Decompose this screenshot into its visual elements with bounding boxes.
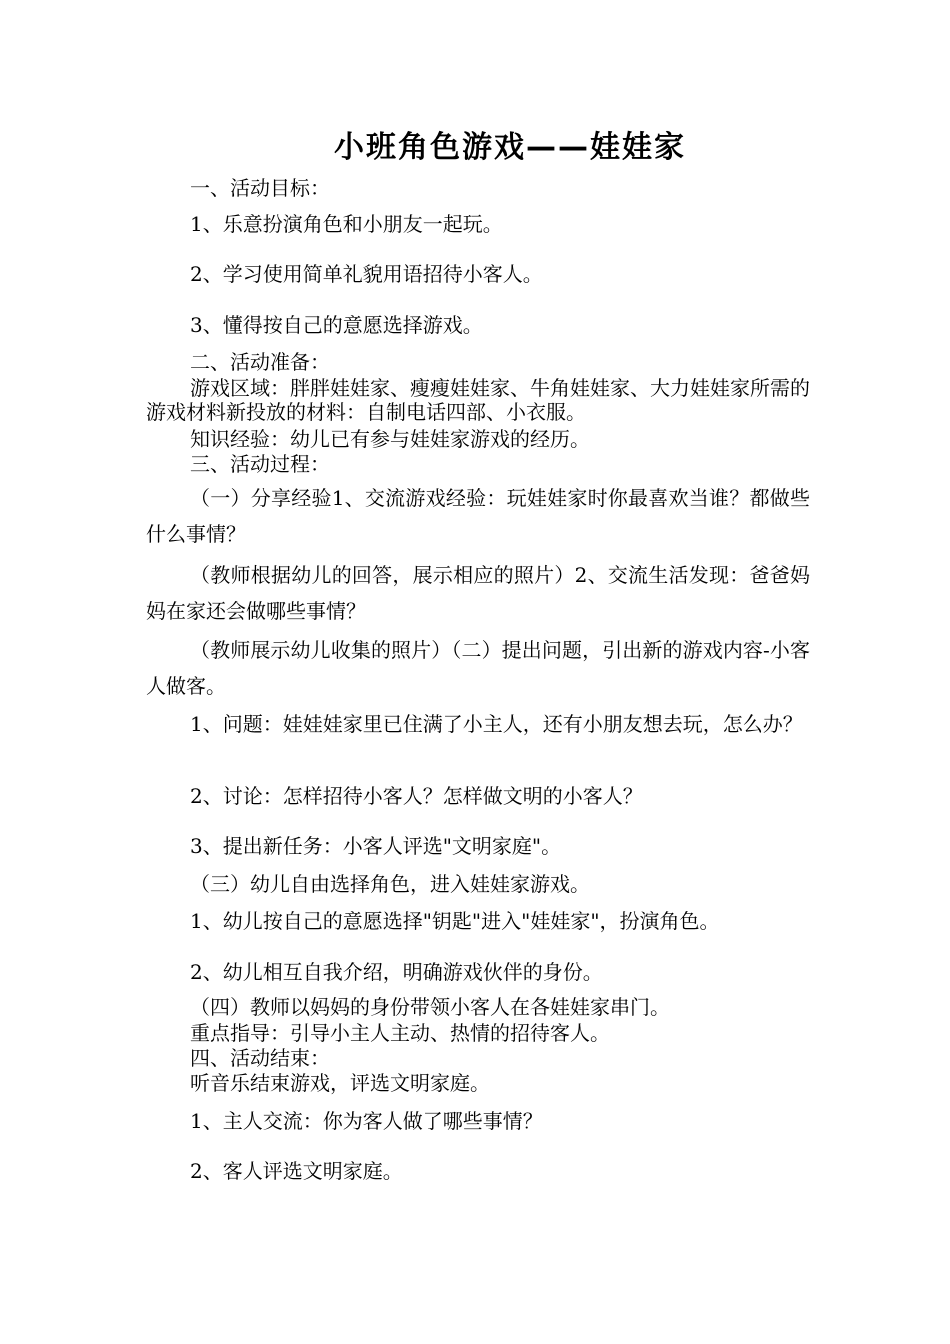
process-key-guidance: 重点指导：引导小主人主动、热情的招待客人。 xyxy=(190,1021,610,1045)
goal-item-2: 2、学习使用简单礼貌用语招待小客人。 xyxy=(190,262,543,286)
section-heading-preparation: 二、活动准备： xyxy=(190,350,330,374)
page-title: 小班角色游戏——娃娃家 xyxy=(334,130,686,165)
section-heading-end: 四、活动结束： xyxy=(190,1046,330,1070)
process-item-discussion: 2、讨论：怎样招待小客人？怎样做文明的小客人？ xyxy=(190,784,643,808)
goal-item-1: 1、乐意扮演角色和小朋友一起玩。 xyxy=(190,212,503,236)
end-item-music: 听音乐结束游戏，评选文明家庭。 xyxy=(190,1071,490,1095)
section-heading-process: 三、活动过程： xyxy=(190,452,330,476)
preparation-area-paragraph: 游戏区域：胖胖娃娃家、瘦瘦娃娃家、牛角娃娃家、大力娃娃家所需的游戏材料新投放的材料：自制电话四部、小衣服。 xyxy=(146,376,810,424)
process-subheading-3: （三）幼儿自由选择角色，进入娃娃家游戏。 xyxy=(190,872,590,896)
process-paragraph-1: （一）分享经验1、交流游戏经验：玩娃娃家时你最喜欢当谁？都做些什么事情？ xyxy=(146,486,810,546)
process-paragraph-3: （教师展示幼儿收集的照片）（二）提出问题，引出新的游戏内容-小客人做客。 xyxy=(146,638,810,698)
section-heading-goals: 一、活动目标： xyxy=(190,176,330,200)
process-paragraph-4: 1、问题：娃娃娃家里已住满了小主人，还有小朋友想去玩，怎么办？ xyxy=(190,712,803,736)
goal-item-3: 3、懂得按自己的意愿选择游戏。 xyxy=(190,313,483,337)
process-item-introduce: 2、幼儿相互自我介绍，明确游戏伙伴的身份。 xyxy=(190,960,603,984)
process-item-new-task: 3、提出新任务：小客人评选"文明家庭"。 xyxy=(190,834,562,858)
process-item-choose-role: 1、幼儿按自己的意愿选择"钥匙"进入"娃娃家"，扮演角色。 xyxy=(190,909,720,933)
process-paragraph-2: （教师根据幼儿的回答，展示相应的照片）2、交流生活发现：爸爸妈妈在家还会做哪些事情？ xyxy=(146,563,810,623)
end-item-guest-vote: 2、客人评选文明家庭。 xyxy=(190,1159,403,1183)
process-subheading-4: （四）教师以妈妈的身份带领小客人在各娃娃家串门。 xyxy=(190,995,670,1019)
end-item-host-share: 1、主人交流：你为客人做了哪些事情？ xyxy=(190,1109,543,1133)
preparation-knowledge: 知识经验：幼儿已有参与娃娃家游戏的经历。 xyxy=(190,427,590,451)
